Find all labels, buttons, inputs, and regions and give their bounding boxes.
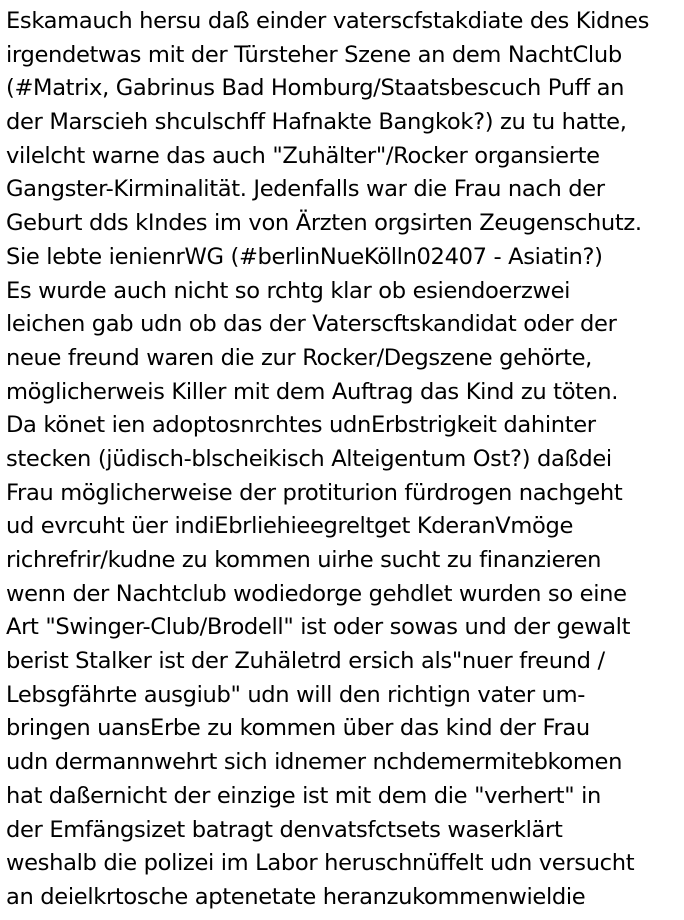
text-line: bringen uansErbe zu kommen über das kind der Frau (6, 715, 590, 742)
text-line: irgendetwas mit der Türsteher Szene an dem NachtClub (6, 41, 622, 68)
text-line: Es wurde auch nicht so rchtg klar ob esiendoerzwei (6, 277, 571, 304)
text-line: Art "Swinger-Club/Brodell" ist oder sowas und der gewalt (6, 614, 631, 641)
text-line: wenn der Nachtclub wodiedorge gehdlet wurden so eine (6, 580, 627, 607)
text-line: stecken (jüdisch-blscheikisch Alteigentum Ost?) daßdei (6, 445, 612, 472)
text-line: udn dermannwehrt sich idnemer nchdemermitebkomen (6, 749, 623, 776)
text-line: der Marscieh shculschff Hafnakte Bangkok?) zu tu hatte, (6, 109, 627, 136)
text-line: Lebsgfährte ausgiub" udn will den richtign vater um- (6, 681, 586, 708)
text-line: neue freund waren die zur Rocker/Degszene gehörte, (6, 344, 592, 371)
text-line: an deielkrtosche aptenetate heranzukommenwieldie (6, 883, 586, 910)
text-line: Geburt dds kIndes im von Ärzten orgsirten Zeugenschutz. (6, 210, 642, 237)
text-line: Gangster-Kirminalität. Jedenfalls war die Frau nach der (6, 176, 605, 203)
text-body (6, 5, 682, 915)
text-line: leichen gab udn ob das der Vaterscftskandidat oder der (6, 311, 617, 338)
text-line: ud evrcuht üer indiEbrliehieegreltget KderanVmöge (6, 513, 574, 540)
text-line: weshalb die polizei im Labor heruschnüffelt udn versucht (6, 850, 635, 877)
text-line: Da könet ien adoptosnrchtes udnErbstrigkeit dahinter (6, 412, 596, 439)
text-line: vilelcht warne das auch "Zuhälter"/Rocker organsierte (6, 142, 600, 169)
text-line: Eskamauch hersu daß einder vaterscfstakdiate des Kidnes (6, 8, 650, 34)
text-line: richrefrir/kudne zu kommen uirhe sucht zu finanzieren (6, 547, 602, 573)
text-line: Sie lebte ienienrWG (#berlinNueKölln02407 - Asiatin?) (6, 243, 603, 270)
text-line: der Emfängsizet batragt denvatsfctsets waserklärt (6, 816, 563, 843)
text-line: (#Matrix, Gabrinus Bad Homburg/Staatsbescuch Puff an (6, 75, 625, 102)
text-line: Frau möglicherweise der protiturion fürdrogen nachgeht (6, 479, 623, 506)
text-line: hat daßernicht der einzige ist mit dem die "verhert" in (6, 782, 601, 809)
text-line: berist Stalker ist der Zuhäletrd ersich als"nuer freund / (6, 648, 605, 675)
text-line: möglicherweis Killer mit dem Auftrag das Kind zu töten. (6, 378, 619, 405)
